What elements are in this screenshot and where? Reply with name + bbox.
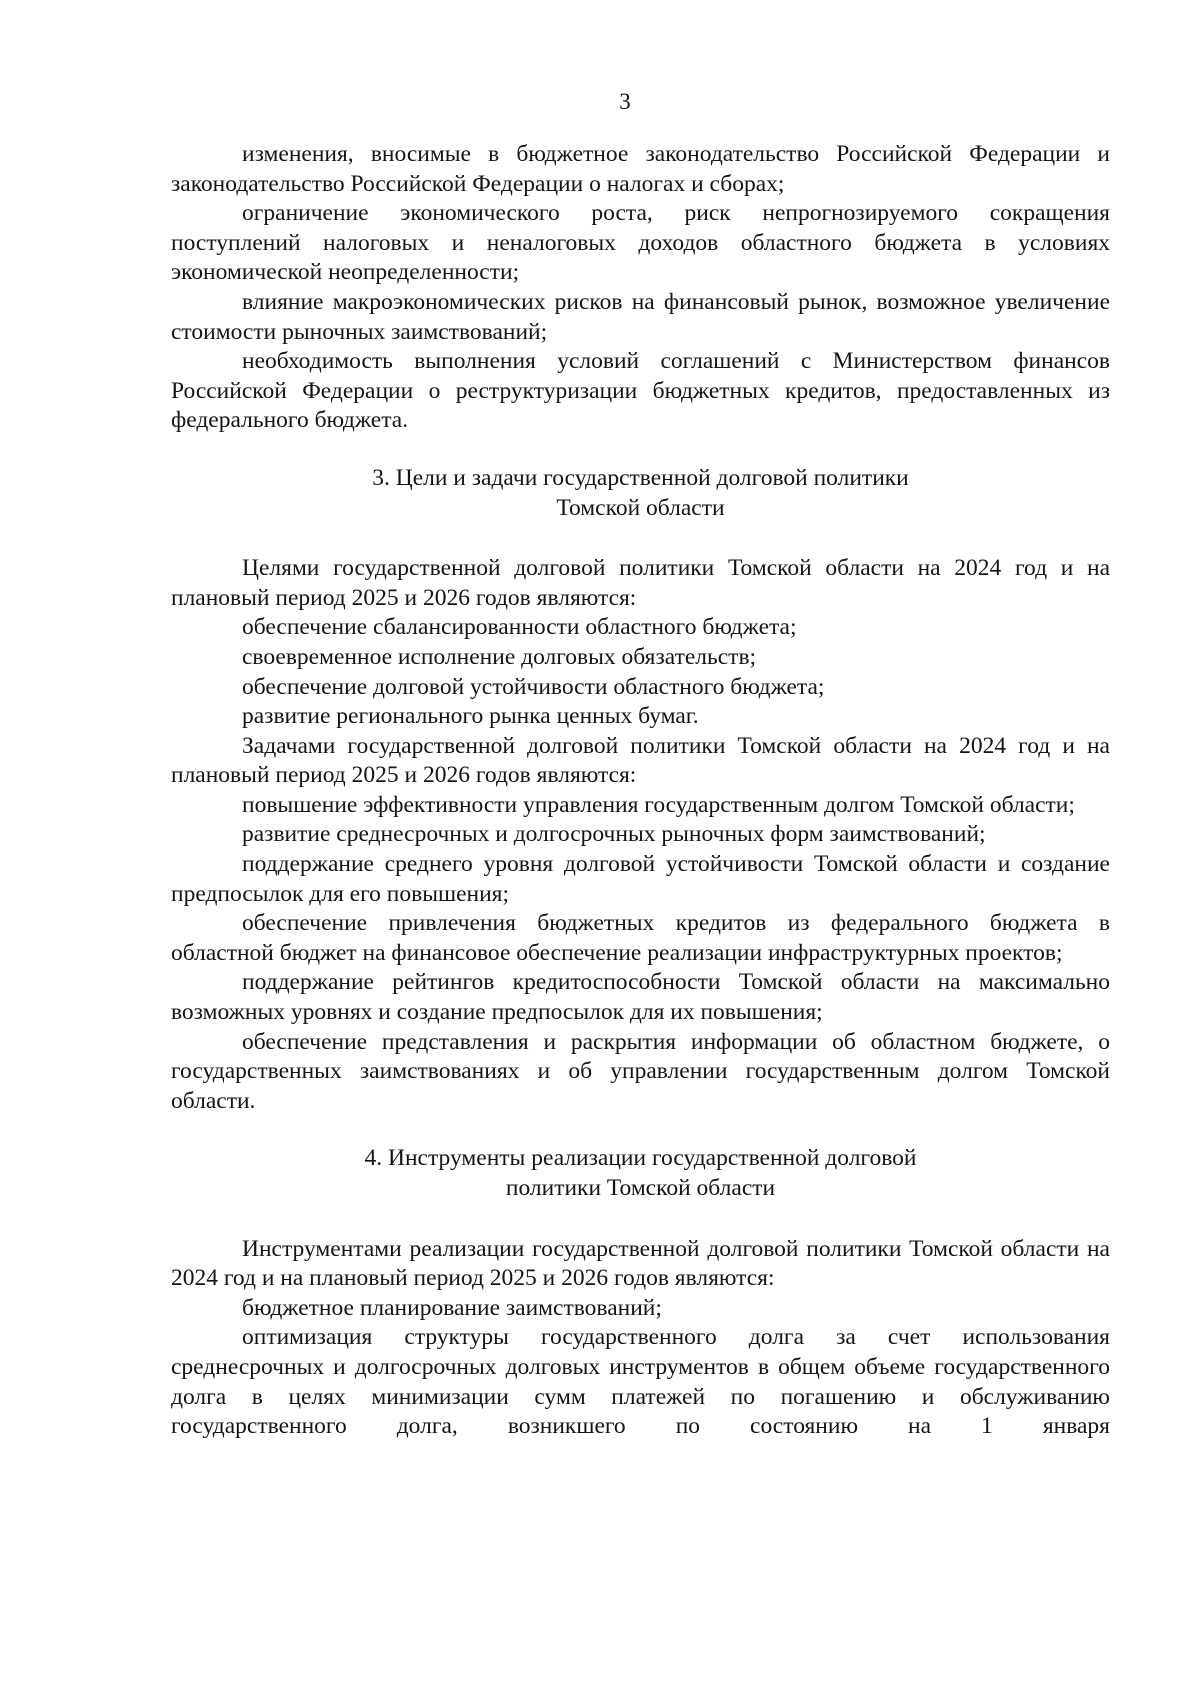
list-item: обеспечение привлечения бюджетных кредитов из федерального бюджета в областной бюджет на финансовое обеспечение реализации инфраструктурных проектов; [171, 910, 1110, 966]
list-item: своевременное исполнение долговых обязательств; [242, 643, 757, 670]
section-heading-line: 3. Цели и задачи государственной долговой политики [372, 464, 909, 491]
section-heading-line: 4. Инструменты реализации государственной долговой [364, 1145, 917, 1172]
paragraph: ограничение экономического роста, риск непрогнозируемого сокращения поступлений налоговых и неналоговых доходов областного бюджета в условиях экономической неопределенности; [171, 200, 1110, 286]
list-item: оптимизация структуры государственного долга за счет использования среднесрочных и долгосрочных долговых инструментов в общем объеме государственного долга в целях минимизации сумм платежей по погашению и обслуживанию государственного долга, возникшего по состоянию на 1 января [171, 1324, 1110, 1440]
list-item: обеспечение долговой устойчивости областного бюджета; [242, 673, 825, 700]
section-heading-line: Томской области [556, 494, 725, 521]
list-item: бюджетное планирование заимствований; [242, 1294, 662, 1321]
list-item: развитие среднесрочных и долгосрочных рыночных форм заимствований; [242, 821, 986, 848]
section-heading-line: политики Томской области [505, 1175, 776, 1201]
paragraph: Задачами государственной долговой политики Томской области на 2024 год и на плановый период 2025 и 2026 годов являются: [171, 732, 1110, 789]
page-number: 3 [619, 89, 631, 114]
paragraph: Целями государственной долговой политики Томской области на 2024 год и на плановый период 2025 и 2026 годов являются: [171, 555, 1110, 611]
section-heading [171, 1144, 1110, 1203]
list-item: обеспечение сбалансированности областного бюджета; [242, 614, 797, 641]
paragraph: необходимость выполнения условий соглашений с Министерством финансов Российской Федерации о реструктуризации бюджетных кредитов, предоставленных из федерального бюджета. [171, 348, 1110, 434]
document-body [171, 140, 1110, 1442]
paragraph: изменения, вносимые в бюджетное законодательство Российской Федерации и законодательство Российской Федерации о налогах и сборах; [171, 141, 1110, 197]
list-item: повышение эффективности управления государственным долгом Томской области; [242, 791, 1075, 818]
list-item: обеспечение представления и раскрытия информации об областном бюджете, о государственных заимствованиях и об управлении государственным долгом Томской области. [171, 1028, 1110, 1114]
list-item: поддержание среднего уровня долговой устойчивости Томской области и создание предпосылок для его повышения; [171, 851, 1110, 907]
section-heading [171, 464, 1110, 523]
list-item: поддержание рейтингов кредитоспособности Томской области на максимально возможных уровнях и создание предпосылок для их повышения; [171, 969, 1110, 1026]
paragraph: влияние макроэкономических рисков на финансовый рынок, возможное увеличение стоимости рыночных заимствований; [171, 288, 1110, 345]
list-item: развитие регионального рынка ценных бумаг. [242, 703, 699, 730]
paragraph: Инструментами реализации государственной долговой политики Томской области на 2024 год и на плановый период 2025 и 2026 годов являются: [171, 1235, 1110, 1292]
